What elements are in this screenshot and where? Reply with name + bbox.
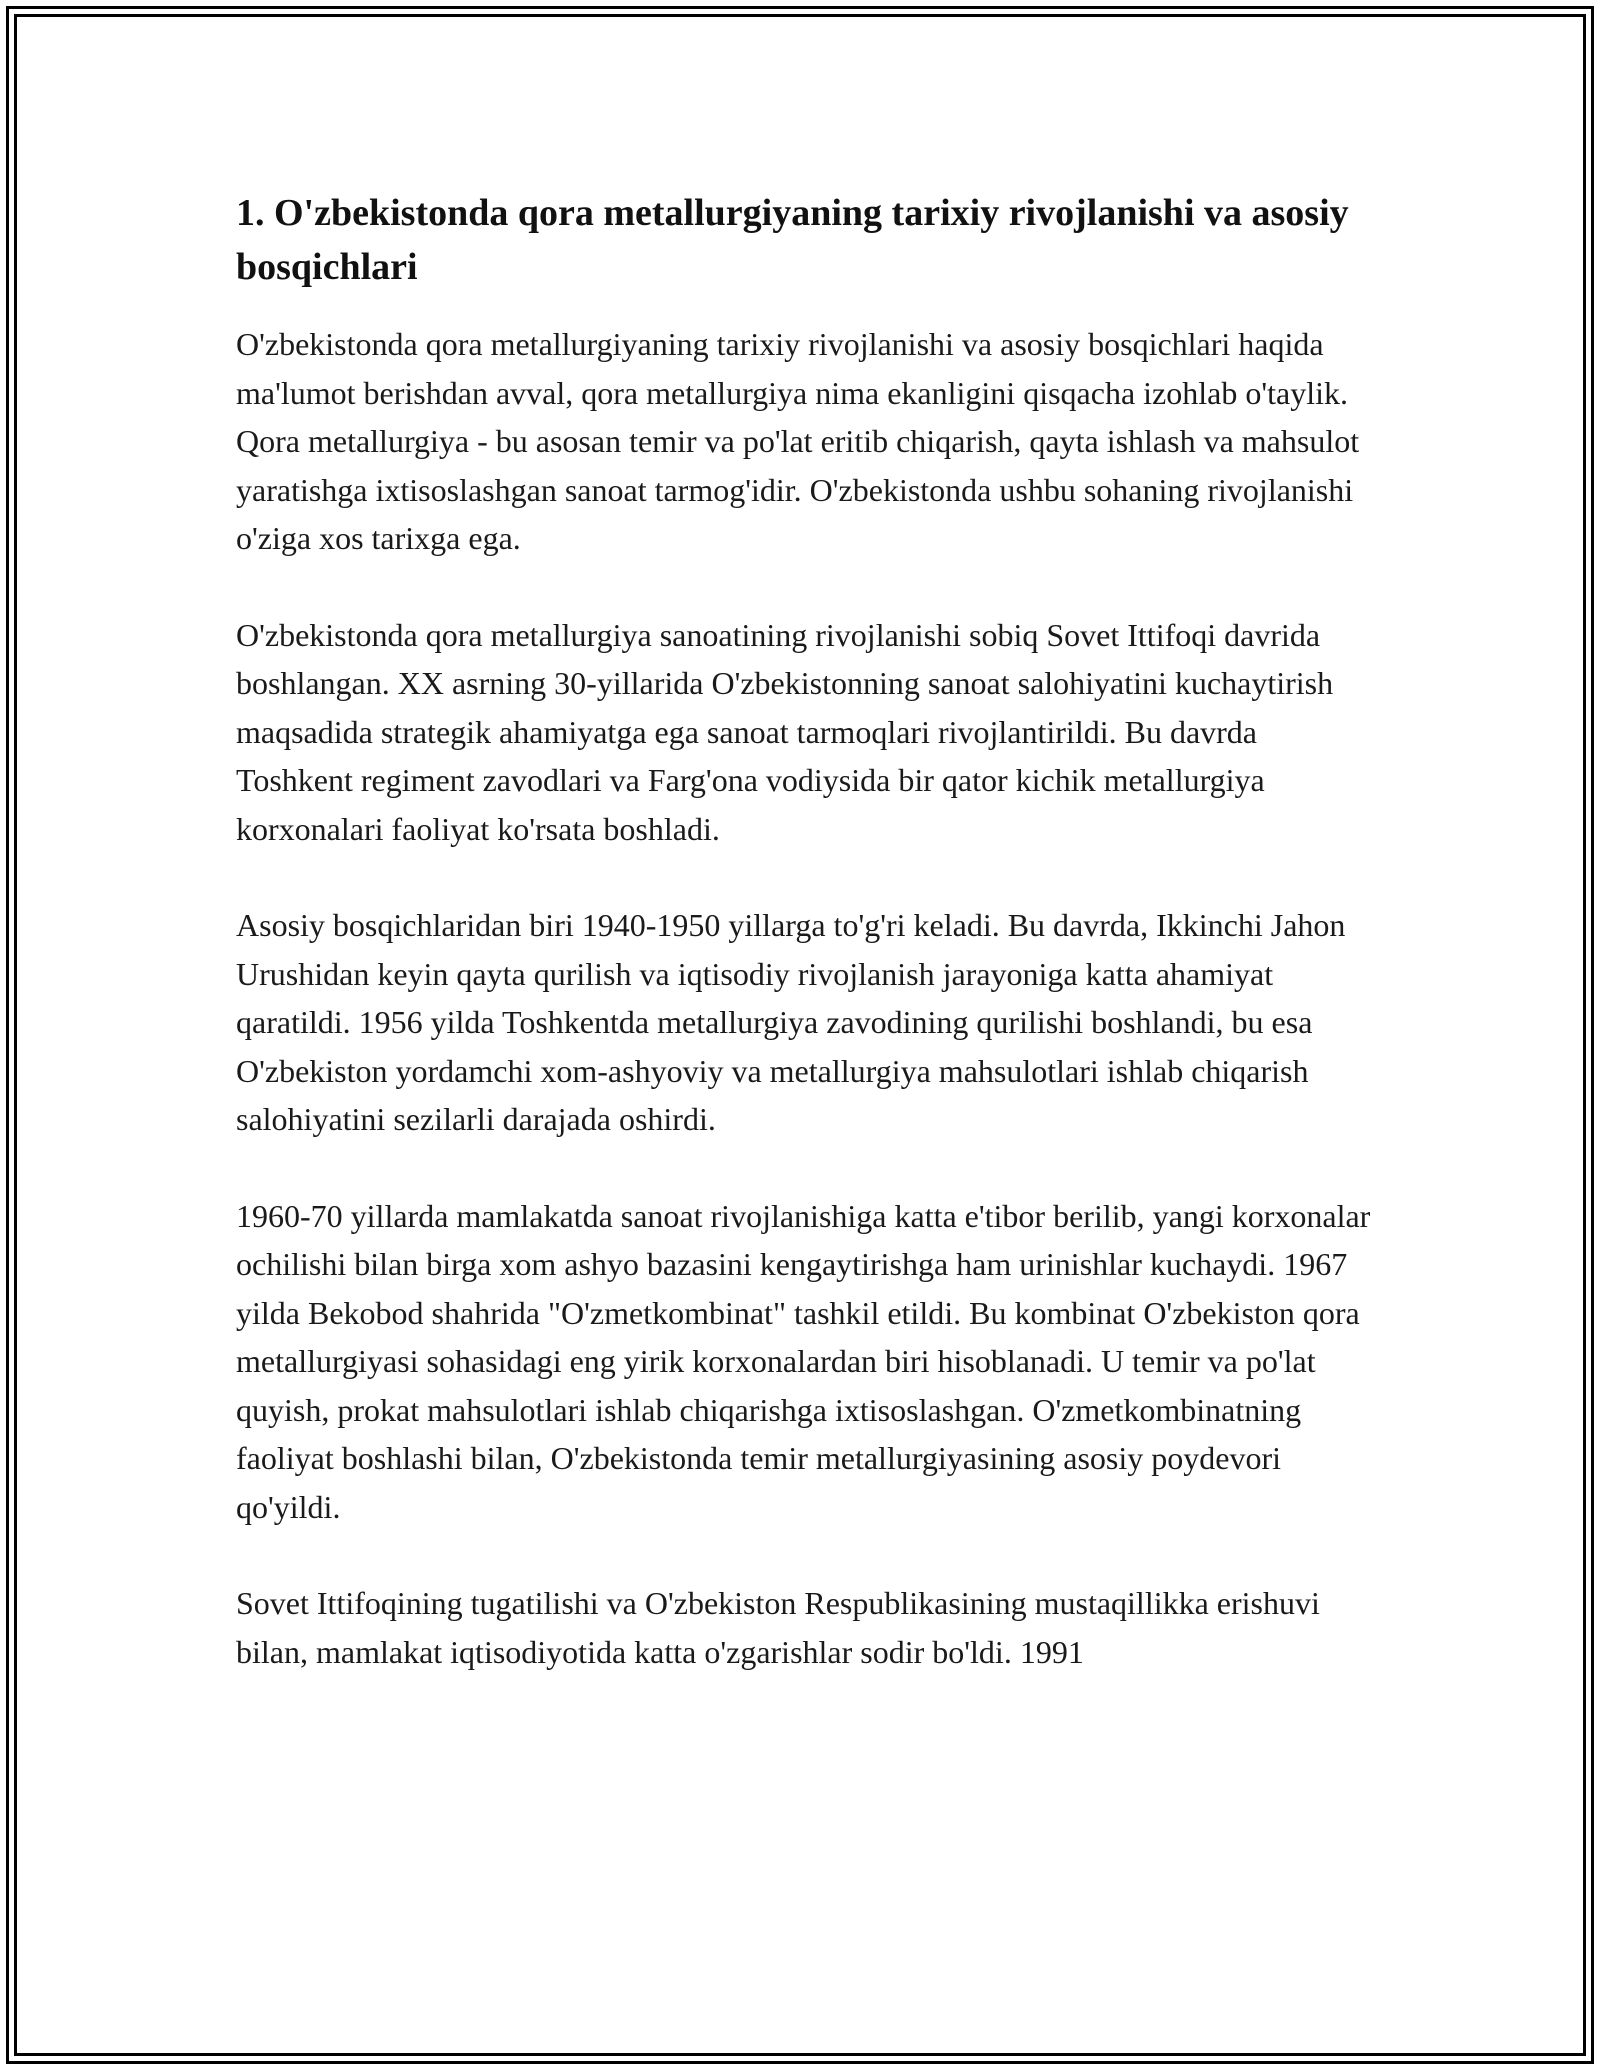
paragraph-1: O'zbekistonda qora metallurgiyaning tarixiy rivojlanishi va asosiy bosqichlari haqida ma'lumot berishdan avval, qora metallurgiya nima ekanligini qisqacha izohlab o'taylik. Qora metallurgiya - bu asosan temir va po'lat eritib chiqarish, qayta ishlash va mahsulot yaratishga ixtisoslashgan sanoat tarmog'idir. O'zbekistonda ushbu sohaning rivojlanishi o'ziga xos tarixga ega. xyxy=(236,326,1360,556)
paragraph-4: 1960-70 yillarda mamlakatda sanoat rivojlanishiga katta e'tibor berilib, yangi korxonalar ochilishi bilan birga xom ashyo bazasini kengaytirishga ham urinishlar kuchaydi. 1967 yilda Bekobod shahrida "O'zmetkombinat" tashkil etildi. Bu kombinat O'zbekiston qora metallurgiyasi sohasidagi eng yirik korxonalardan biri hisoblanadi. U temir va po'lat quyish, prokat mahsulotlari ishlab chiqarishga ixtisoslashgan. O'zmetkombinatning faoliyat boshlashi bilan, O'zbekistonda temir metallurgiyasining asosiy poydevori qo'yildi. xyxy=(236,1197,1371,1525)
section-heading: 1. O'zbekistonda qora metallurgiyaning tarixiy rivojlanishi va asosiy bosqichlari xyxy=(236,192,1349,288)
paragraph-2: O'zbekistonda qora metallurgiya sanoatining rivojlanishi sobiq Sovet Ittifoqi davrida boshlangan. XX asrning 30-yillarida O'zbekistonning sanoat salohiyatini kuchaytirish maqsadida strategik ahamiyatga ega sanoat tarmoqlari rivojlantirildi. Bu davrda Toshkent regiment zavodlari va Farg'ona vodiysida bir qator kichik metallurgiya korxonalari faoliyat ko'rsata boshladi. xyxy=(236,616,1334,847)
document-body xyxy=(236,186,1376,1724)
paragraph-5: Sovet Ittifoqining tugatilishi va O'zbekiston Respublikasining mustaqillikka erishuvi bilan, mamlakat iqtisodiyotida katta o'zgarishlar sodir bo'ldi. 1991 xyxy=(236,1585,1320,1670)
paragraph-3: Asosiy bosqichlaridan biri 1940-1950 yillarga to'g'ri keladi. Bu davrda, Ikkinchi Jahon Urushidan keyin qayta qurilish va iqtisodiy rivojlanish jarayoniga katta ahamiyat qaratildi. 1956 yilda Toshkentda metallurgiya zavodining qurilishi boshlandi, bu esa O'zbekiston yordamchi xom-ashyoviy va metallurgiya mahsulotlari ishlab chiqarish salohiyatini sezilarli darajada oshirdi. xyxy=(236,907,1346,1137)
